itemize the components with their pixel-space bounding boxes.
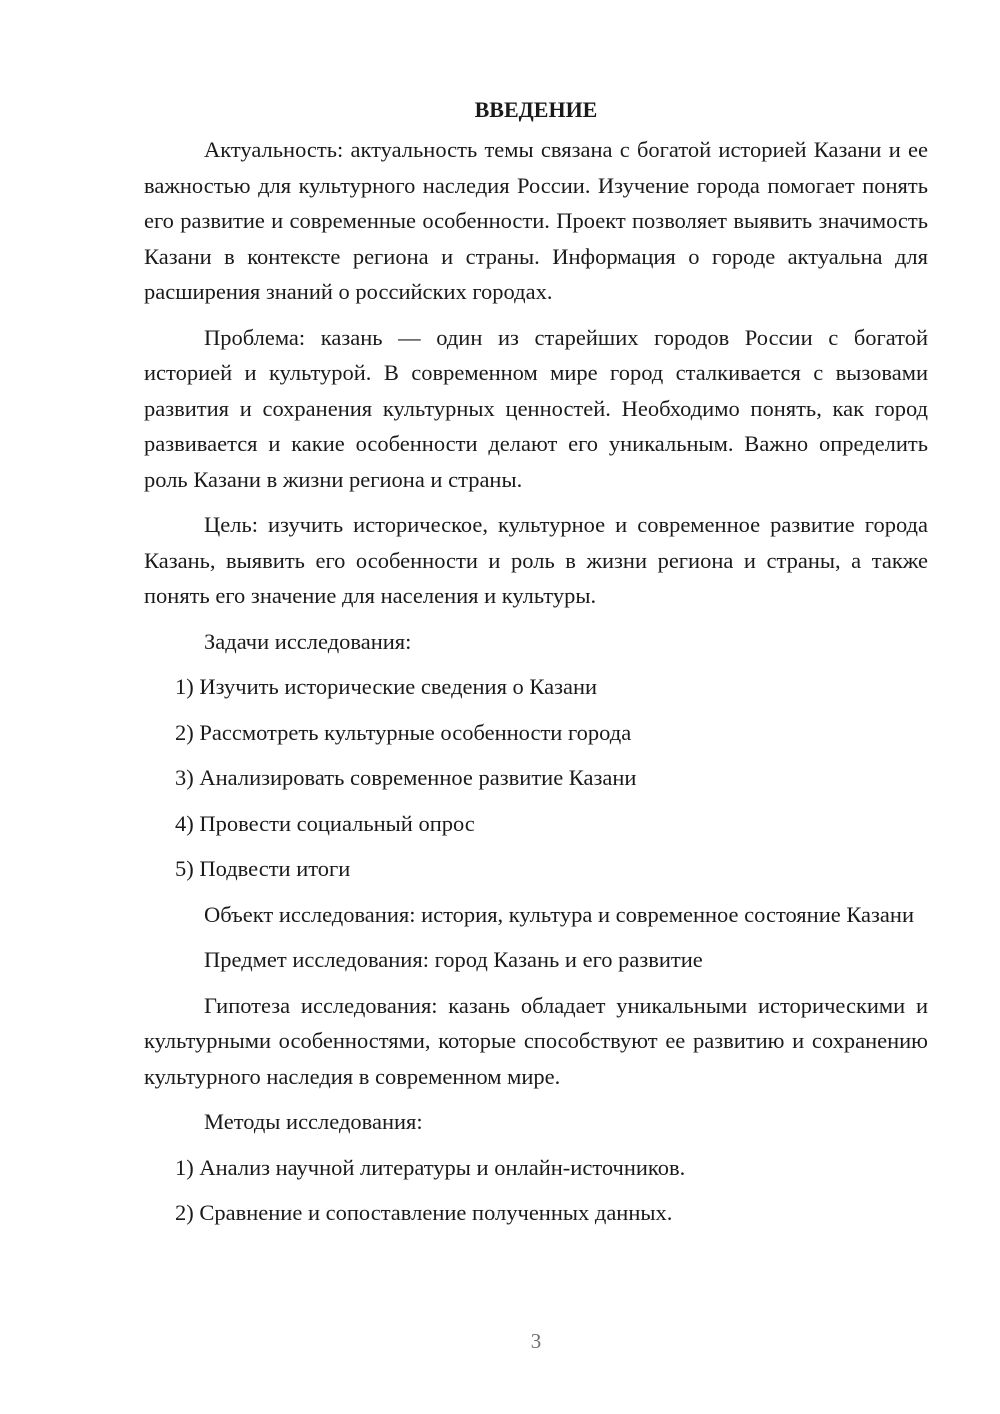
list-item: 1) Изучить исторические сведения о Казани [175,674,598,699]
methods-title: Методы исследования: [204,1109,423,1134]
list-item: 4) Провести социальный опрос [175,810,475,836]
page-number: 3 [530,1329,542,1353]
tasks-list [144,669,928,887]
goal-paragraph: Цель: изучить историческое, культурное и современное развитие города Казань, выявить его особенности и роль в жизни региона и страны, а также понять его значение для населения и культуры. [144,512,928,608]
hypothesis-paragraph: Гипотеза исследования: казань обладает уникальными историческими и культурными особенностями, которые способствуют ее развитию и сохранению культурного наследия в современном мире. [144,992,928,1089]
methods-list [144,1150,928,1231]
relevance-paragraph: Актуальность: актуальность темы связана с богатой историей Казани и ее важностью для культурного наследия России. Изучение города помогает понять его развитие и современные особенности. Проект позволяет выявить значимость Казани в контексте региона и страны. Информация о городе актуальна для расширения знаний о российских городах. [144,137,928,304]
list-item: 3) Анализировать современное развитие Казани [175,765,637,790]
list-item: 1) Анализ научной литературы и онлайн-источников. [175,1154,686,1180]
list-item: 2) Рассмотреть культурные особенности города [175,719,632,745]
document-page [144,92,928,1241]
list-item: 5) Подвести итоги [175,856,351,881]
section-heading: ВВЕДЕНИЕ [474,97,598,122]
subject-paragraph: Предмет исследования: город Казань и его развитие [204,947,703,972]
tasks-title: Задачи исследования: [204,628,412,654]
list-item: 2) Сравнение и сопоставление полученных данных. [175,1200,673,1225]
problem-paragraph: Проблема: казань — один из старейших городов России с богатой историей и культурой. В современном мире город сталкивается с вызовами развития и сохранения культурных ценностей. Необходимо понять, как город развивается и какие особенности делают его уникальным. Важно определить роль Казани в жизни региона и страны. [144,324,928,492]
object-paragraph: Объект исследования: история, культура и современное состояние Казани [204,901,915,927]
